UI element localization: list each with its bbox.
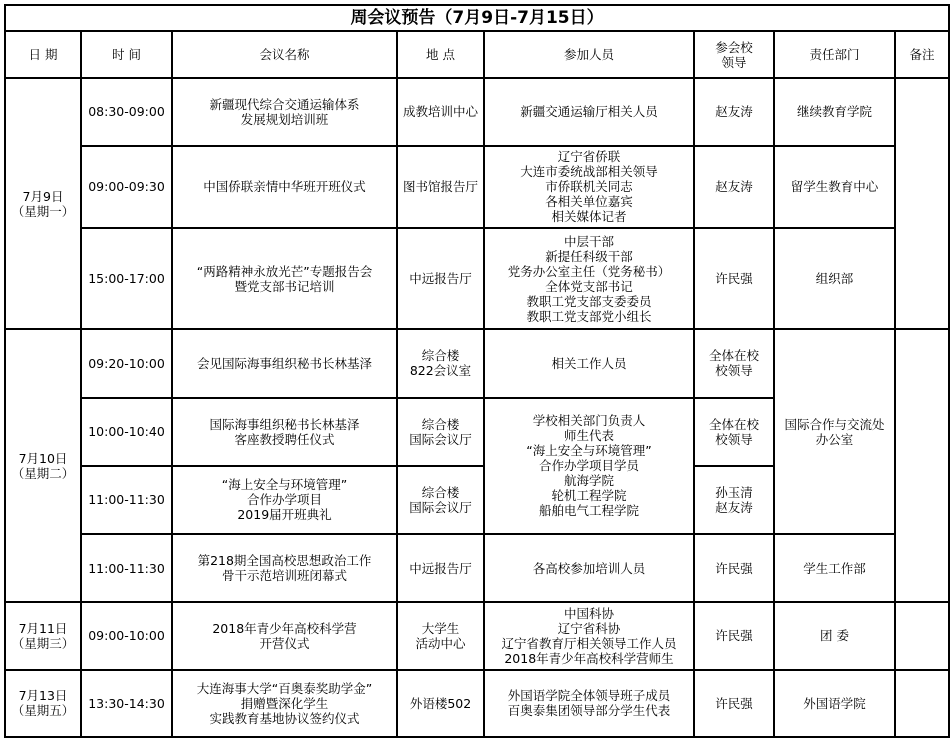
time-cell	[81, 602, 172, 669]
dept-cell	[774, 329, 895, 534]
attendees-cell-line: 合作办学项目学员	[538, 458, 639, 474]
meeting-name-cell	[172, 466, 397, 534]
date-cell-line: 7月9日	[22, 188, 64, 204]
date-cell-line: （星期一）	[11, 203, 75, 219]
place-cell	[397, 466, 484, 534]
leader-cell	[694, 146, 774, 228]
time-cell	[81, 398, 172, 466]
leader-cell	[694, 329, 774, 397]
note-cell	[895, 78, 949, 329]
meeting-name-cell-line: 会见国际海事组织秘书长林基泽	[196, 355, 372, 371]
place-cell-line: 中远报告厅	[409, 271, 472, 287]
header-leader: 参会校领导	[694, 31, 774, 78]
time-cell-line: 11:00-11:30	[88, 492, 165, 508]
dept-cell-line: 国际合作与交流处	[784, 416, 885, 432]
leader-cell	[694, 534, 774, 602]
attendees-cell-line: 相关工作人员	[551, 355, 627, 371]
meeting-name-cell-line: 发展规划培训班	[240, 111, 329, 127]
attendees-cell-line: 各高校参加培训人员	[532, 560, 646, 576]
attendees-cell-line: 各相关单位嘉宾	[545, 194, 633, 210]
note-cell	[895, 329, 949, 602]
table-row	[5, 329, 949, 397]
leader-cell-line: 赵友涛	[715, 179, 753, 195]
place-cell-line: 成教培训中心	[402, 104, 478, 120]
attendees-cell	[484, 602, 694, 669]
attendees-cell-line: 全体党支部书记	[545, 278, 633, 294]
table-row	[5, 602, 949, 669]
dept-cell	[774, 670, 895, 737]
meeting-name-cell-line: 合作办学项目	[246, 492, 322, 508]
date-cell	[5, 78, 81, 329]
leader-cell-line: 孙玉清	[715, 484, 753, 500]
attendees-cell-line: 辽宁省侨联	[557, 149, 621, 165]
attendees-cell-line: 辽宁省科协	[557, 620, 621, 636]
time-cell-line: 09:00-09:30	[88, 179, 165, 195]
header-attendees: 参加人员	[484, 31, 694, 78]
place-cell-line: 综合楼	[421, 348, 460, 364]
attendees-cell-line: 党务办公室主任（党务秘书）	[507, 263, 671, 279]
leader-cell-line: 许民强	[715, 560, 753, 576]
date-cell-line: （星期三）	[11, 635, 75, 651]
attendees-cell	[484, 78, 694, 145]
dept-cell-line: 继续教育学院	[796, 104, 872, 120]
attendees-cell-line: 外国语学院全体领导班子成员	[507, 688, 671, 704]
leader-cell-line: 全体在校	[708, 416, 759, 432]
dept-cell	[774, 78, 895, 145]
dept-cell-line: 留学生教育中心	[790, 179, 879, 195]
meeting-name-cell-line: 中国侨联亲情中华班开班仪式	[203, 179, 366, 195]
leader-cell	[694, 670, 774, 737]
schedule-title: 周会议预告（7月9日-7月15日）	[5, 5, 949, 31]
meeting-name-cell	[172, 602, 397, 669]
table-row	[5, 78, 949, 145]
place-cell-line: 国际会议厅	[409, 499, 472, 515]
meeting-name-cell-line: “海上安全与环境管理”	[221, 477, 348, 493]
meeting-name-cell-line: 国际海事组织秘书长林基泽	[209, 416, 360, 432]
meeting-name-cell-line: 新疆现代综合交通运输体系	[209, 96, 360, 112]
time-cell	[81, 466, 172, 534]
leader-cell-line: 赵友涛	[715, 104, 753, 120]
place-cell-line: 822会议室	[409, 363, 472, 379]
table-row	[5, 146, 949, 228]
table-row	[5, 670, 949, 737]
place-cell-line: 活动中心	[415, 635, 466, 651]
dept-cell-line: 组织部	[815, 271, 854, 287]
time-cell-line: 09:20-10:00	[88, 355, 165, 371]
meeting-name-cell-line: “两路精神永放光芒”专题报告会	[196, 263, 373, 279]
time-cell	[81, 146, 172, 228]
attendees-cell-line: 学校相关部门负责人	[532, 413, 646, 429]
meeting-name-cell	[172, 78, 397, 145]
meeting-name-cell-line: 客座教授聘任仪式	[234, 431, 335, 447]
header-place: 地 点	[397, 31, 484, 78]
note-cell	[895, 602, 949, 669]
attendees-cell-line: 中国科协	[563, 605, 614, 621]
meeting-name-cell-line: 开营仪式	[259, 635, 310, 651]
time-cell-line: 09:00-10:00	[88, 628, 165, 644]
note-cell	[895, 670, 949, 737]
place-cell-line: 图书馆报告厅	[402, 179, 478, 195]
attendees-cell-line: “海上安全与环境管理”	[526, 443, 652, 459]
attendees-cell-line: 船舶电气工程学院	[538, 503, 639, 519]
leader-cell-line: 校领导	[715, 363, 753, 379]
header-dept: 责任部门	[774, 31, 895, 78]
place-cell	[397, 602, 484, 669]
header-note: 备注	[895, 31, 949, 78]
attendees-cell-line: 新提任科级干部	[545, 248, 633, 264]
place-cell-line: 综合楼	[421, 484, 460, 500]
place-cell	[397, 534, 484, 602]
table-row	[5, 534, 949, 602]
time-cell	[81, 534, 172, 602]
date-cell-line: （星期五）	[11, 703, 75, 719]
place-cell	[397, 146, 484, 228]
dept-cell-line: 团 委	[820, 628, 849, 644]
meeting-name-cell-line: 第218期全国高校思想政治工作	[197, 553, 372, 569]
meeting-name-cell-line: 暨党支部书记培训	[234, 278, 335, 294]
leader-cell	[694, 228, 774, 329]
attendees-cell-line: 市侨联机关同志	[545, 179, 633, 195]
leader-cell-line: 全体在校	[708, 348, 759, 364]
date-cell-line: 7月10日	[18, 450, 68, 466]
place-cell-line: 综合楼	[421, 416, 460, 432]
meeting-name-cell-line: 大连海事大学“百奥泰奖助学金”	[196, 680, 373, 696]
place-cell-line: 外语楼502	[409, 695, 472, 711]
place-cell	[397, 228, 484, 329]
attendees-cell-line: 航海学院	[563, 473, 614, 489]
attendees-cell-line: 教职工党支部党小组长	[526, 308, 652, 324]
meeting-name-cell	[172, 146, 397, 228]
meeting-name-cell-line: 实践教育基地协议签约仪式	[209, 710, 360, 726]
time-cell	[81, 329, 172, 397]
attendees-cell-line: 百奥泰集团领导部分学生代表	[507, 703, 671, 719]
date-cell-line: 7月11日	[18, 620, 68, 636]
attendees-cell	[484, 228, 694, 329]
time-cell-line: 08:30-09:00	[88, 104, 165, 120]
attendees-cell	[484, 329, 694, 397]
attendees-cell-line: 新疆交通运输厅相关人员	[520, 104, 658, 120]
header-row	[5, 31, 949, 78]
date-cell-line: （星期二）	[11, 465, 75, 481]
attendees-cell-line: 中层干部	[563, 233, 614, 249]
place-cell	[397, 78, 484, 145]
place-cell	[397, 670, 484, 737]
attendees-cell-line: 大连市委统战部相关领导	[520, 164, 658, 180]
leader-cell-line: 许民强	[715, 271, 753, 287]
attendees-cell-line: 辽宁省教育厅相关领导工作人员	[501, 635, 677, 651]
meeting-name-cell	[172, 534, 397, 602]
time-cell-line: 13:30-14:30	[88, 695, 165, 711]
place-cell-line: 大学生	[421, 620, 460, 636]
place-cell-line: 中远报告厅	[409, 560, 472, 576]
meeting-name-cell	[172, 670, 397, 737]
leader-cell	[694, 466, 774, 534]
weekly-meeting-schedule-table	[4, 4, 950, 738]
leader-cell	[694, 78, 774, 145]
meeting-name-cell	[172, 329, 397, 397]
header-meeting-name: 会议名称	[172, 31, 397, 78]
attendees-cell-line: 2018年青少年高校科学营师生	[504, 650, 674, 666]
time-cell	[81, 670, 172, 737]
header-time: 时 间	[81, 31, 172, 78]
attendees-cell	[484, 534, 694, 602]
time-cell-line: 11:00-11:30	[88, 560, 165, 576]
leader-cell-line: 校领导	[715, 431, 753, 447]
time-cell	[81, 228, 172, 329]
dept-cell	[774, 228, 895, 329]
attendees-cell	[484, 398, 694, 535]
date-cell	[5, 329, 81, 602]
meeting-name-cell-line: 骨干示范培训班闭幕式	[221, 568, 347, 584]
meeting-name-cell	[172, 228, 397, 329]
dept-cell-line: 学生工作部	[803, 560, 866, 576]
meeting-name-cell	[172, 398, 397, 466]
leader-cell-line: 许民强	[715, 695, 753, 711]
date-cell-line: 7月13日	[18, 688, 68, 704]
meeting-name-cell-line: 捐赠暨深化学生	[240, 695, 329, 711]
attendees-cell-line: 师生代表	[563, 428, 614, 444]
place-cell	[397, 329, 484, 397]
date-cell	[5, 670, 81, 737]
time-cell-line: 15:00-17:00	[88, 271, 165, 287]
attendees-cell	[484, 670, 694, 737]
table-row	[5, 228, 949, 329]
dept-cell	[774, 534, 895, 602]
dept-cell	[774, 146, 895, 228]
dept-cell-line: 外国语学院	[803, 695, 866, 711]
leader-cell	[694, 602, 774, 669]
attendees-cell-line: 教职工党支部支委委员	[526, 293, 652, 309]
dept-cell	[774, 602, 895, 669]
meeting-name-cell-line: 2018年青少年高校科学营	[212, 620, 357, 636]
attendees-cell-line: 轮机工程学院	[551, 488, 627, 504]
leader-cell	[694, 398, 774, 466]
attendees-cell-line: 相关媒体记者	[551, 209, 627, 225]
leader-cell-line: 赵友涛	[715, 499, 753, 515]
place-cell	[397, 398, 484, 466]
place-cell-line: 国际会议厅	[409, 431, 472, 447]
header-date: 日 期	[5, 31, 81, 78]
time-cell-line: 10:00-10:40	[88, 424, 165, 440]
leader-cell-line: 许民强	[715, 628, 753, 644]
meeting-name-cell-line: 2019届开班典礼	[237, 507, 332, 523]
time-cell	[81, 78, 172, 145]
dept-cell-line: 办公室	[815, 431, 854, 447]
date-cell	[5, 602, 81, 669]
attendees-cell	[484, 146, 694, 228]
